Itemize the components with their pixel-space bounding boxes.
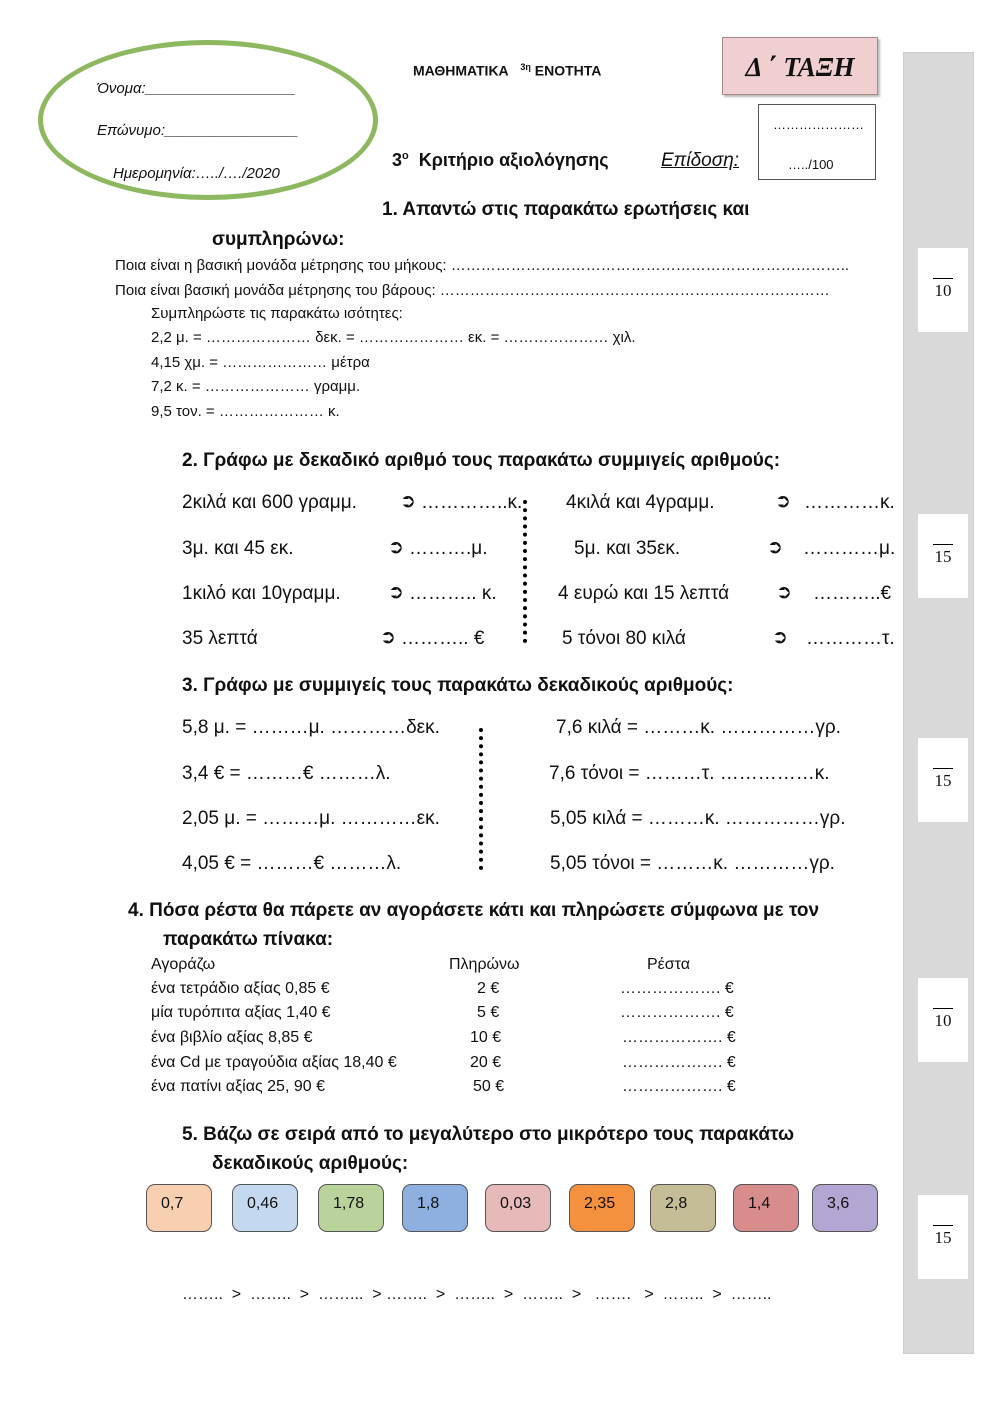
grade-label: Δ ΄ ΤΑΞΗ [722, 37, 878, 95]
q2-right-answer-3[interactable]: ………..€ [813, 583, 892, 604]
q2-left-item-3: 1κιλό και 10γραμμ. [182, 583, 341, 604]
performance-label: Επίδοση: [661, 150, 740, 171]
q3-title: 3. Γράφω με συμμιγείς τους παρακάτω δεκαδικούς αριθμούς: [182, 675, 734, 696]
arrow-icon: ➲ [767, 537, 783, 558]
q2-right-item-1: 4κιλά και 4γραμμ. [566, 492, 715, 513]
q4-row-3-pay: 10 € [470, 1029, 502, 1046]
q4-row-4-pay: 20 € [470, 1054, 502, 1071]
q4-row-2-change[interactable]: ………………. € [620, 1004, 734, 1021]
mark-q1: 10 [918, 248, 968, 332]
name-field[interactable]: Όνομα:__________________ [97, 80, 296, 97]
mark-q5: 15 [918, 1195, 968, 1279]
q2-left-answer-3[interactable]: ……….. κ. [409, 583, 497, 604]
q4-row-5-item: ένα πατίνι αξίας 25, 90 € [151, 1078, 325, 1095]
number-chip[interactable]: 0,03 [485, 1184, 551, 1232]
q4-row-5-change[interactable]: ………………. € [622, 1078, 736, 1095]
number-chip[interactable]: 1,78 [318, 1184, 384, 1232]
mark-q4: 10 [918, 978, 968, 1062]
number-chip[interactable]: 2,35 [569, 1184, 635, 1232]
q1-title-cont: συμπληρώνω: [212, 229, 345, 250]
q3-left-item-1[interactable]: 5,8 μ. = ………μ. …………δεκ. [182, 717, 440, 738]
q4-header-pay: Πληρώνω [449, 956, 520, 973]
q2-divider [523, 500, 527, 643]
q4-row-3-item: ένα βιβλίο αξίας 8,85 € [151, 1029, 313, 1046]
q3-right-item-2[interactable]: 7,6 τόνοι = ………τ. ……………κ. [549, 763, 830, 784]
mark-q3: 15 [918, 738, 968, 822]
q1-title: 1. Απαντώ στις παρακάτω ερωτήσεις και [382, 199, 750, 220]
arrow-icon: ➲ [380, 627, 396, 648]
q5-title: 5. Βάζω σε σειρά από το μεγαλύτερο στο μικρότερο τους παρακάτω [182, 1124, 794, 1145]
q2-left-item-4: 35 λεπτά [182, 628, 258, 649]
score-box[interactable]: ………………… …../100 [758, 104, 876, 180]
q1-equality-1[interactable]: 2,2 μ. = ………………… δεκ. = ………………… εκ. = ………………… χιλ. [151, 329, 636, 346]
q3-right-item-1[interactable]: 7,6 κιλά = ………κ. ……………γρ. [556, 717, 841, 738]
q3-divider [479, 728, 483, 870]
q2-right-answer-4[interactable]: …………τ. [806, 628, 895, 649]
q4-header-change: Ρέστα [647, 956, 691, 973]
arrow-icon: ➲ [388, 537, 404, 558]
number-chip[interactable]: 3,6 [812, 1184, 878, 1232]
q4-row-4-change[interactable]: ………………. € [622, 1054, 736, 1071]
number-chip[interactable]: 0,7 [146, 1184, 212, 1232]
q3-left-item-4[interactable]: 4,05 € = ………€ ………λ. [182, 853, 402, 874]
surname-field[interactable]: Επώνυμο:________________ [97, 122, 299, 139]
number-chip[interactable]: 2,8 [650, 1184, 716, 1232]
q2-right-answer-1[interactable]: …………κ. [804, 492, 895, 513]
number-chip[interactable]: 1,4 [733, 1184, 799, 1232]
q2-title: 2. Γράφω με δεκαδικό αριθμό τους παρακάτω συμμιγείς αριθμούς: [182, 450, 781, 471]
q5-answer-line[interactable]: …….. > …….. > ……... > …….. > …….. > …….. > ……. > …….. > …….. [182, 1286, 772, 1303]
q2-right-item-2: 5μ. και 35εκ. [574, 538, 681, 559]
q2-left-item-2: 3μ. και 45 εκ. [182, 538, 294, 559]
number-chip[interactable]: 0,46 [232, 1184, 298, 1232]
q4-row-4-item: ένα Cd με τραγούδια αξίας 18,40 € [151, 1054, 397, 1071]
q2-left-item-1: 2κιλά και 600 γραμμ. [182, 492, 357, 513]
q1-equality-4[interactable]: 9,5 τον. = ………………… κ. [151, 403, 340, 420]
q1-length-question[interactable]: Ποια είναι η βασική μονάδα μέτρησης του μήκους: …………………………………………………………………….. [115, 257, 850, 274]
mark-q2: 15 [918, 514, 968, 598]
q4-row-1-item: ένα τετράδιο αξίας 0,85 € [151, 980, 330, 997]
date-field[interactable]: Ημερομηνία:…../…./2020 [113, 165, 280, 182]
arrow-icon: ➲ [772, 627, 788, 648]
criterion-title: $3^o$ Κριτήριο αξιολόγησης [392, 150, 609, 170]
number-chip[interactable]: 1,8 [402, 1184, 468, 1232]
q2-right-item-3: 4 ευρώ και 15 λεπτά [558, 583, 730, 604]
subject-title: ΜΑΘΗΜΑΤΙΚΑ $^{3\eta}$ ΕΝΟΤΗΤΑ [413, 62, 602, 79]
arrow-icon: ➲ [776, 582, 792, 603]
q4-title-cont: παρακάτω πίνακα: [163, 929, 334, 950]
q3-left-item-2[interactable]: 3,4 € = ………€ ………λ. [182, 763, 391, 784]
q4-row-1-change[interactable]: ………………. € [620, 980, 734, 997]
q4-row-2-pay: 5 € [477, 1004, 500, 1021]
q3-right-item-3[interactable]: 5,05 κιλά = ………κ. ……………γρ. [550, 808, 846, 829]
q2-left-answer-4[interactable]: ……….. € [401, 628, 485, 649]
q1-equality-3[interactable]: 7,2 κ. = ………………… γραμμ. [151, 378, 361, 395]
q2-right-item-4: 5 τόνοι 80 κιλά [562, 628, 686, 649]
q4-title: 4. Πόσα ρέστα θα πάρετε αν αγοράσετε κάτι και πληρώσετε σύμφωνα με τον [128, 900, 820, 921]
q4-header-buy: Αγοράζω [151, 956, 216, 973]
q1-weight-question[interactable]: Ποια είναι βασική μονάδα μέτρησης του βάρους: …………………………………………………………………… [115, 282, 830, 299]
q1-equality-2[interactable]: 4,15 χμ. = ………………… μέτρα [151, 354, 370, 371]
q5-title-cont: δεκαδικούς αριθμούς: [212, 1153, 409, 1174]
q2-left-answer-2[interactable]: ……….μ. [409, 538, 488, 559]
q4-row-2-item: μία τυρόπιτα αξίας 1,40 € [151, 1004, 331, 1021]
q4-row-3-change[interactable]: ………………. € [622, 1029, 736, 1046]
q4-row-5-pay: 50 € [473, 1078, 505, 1095]
q2-left-answer-1[interactable]: …………..κ. [421, 492, 523, 513]
q2-right-answer-2[interactable]: …………μ. [803, 538, 896, 559]
arrow-icon: ➲ [775, 491, 791, 512]
q4-row-1-pay: 2 € [477, 980, 500, 997]
q3-right-item-4[interactable]: 5,05 τόνοι = ………κ. …………γρ. [550, 853, 835, 874]
q3-left-item-3[interactable]: 2,05 μ. = ………μ. …………εκ. [182, 808, 440, 829]
arrow-icon: ➲ [400, 491, 416, 512]
arrow-icon: ➲ [388, 582, 404, 603]
q1-instruction: Συμπληρώστε τις παρακάτω ισότητες: [151, 305, 403, 322]
